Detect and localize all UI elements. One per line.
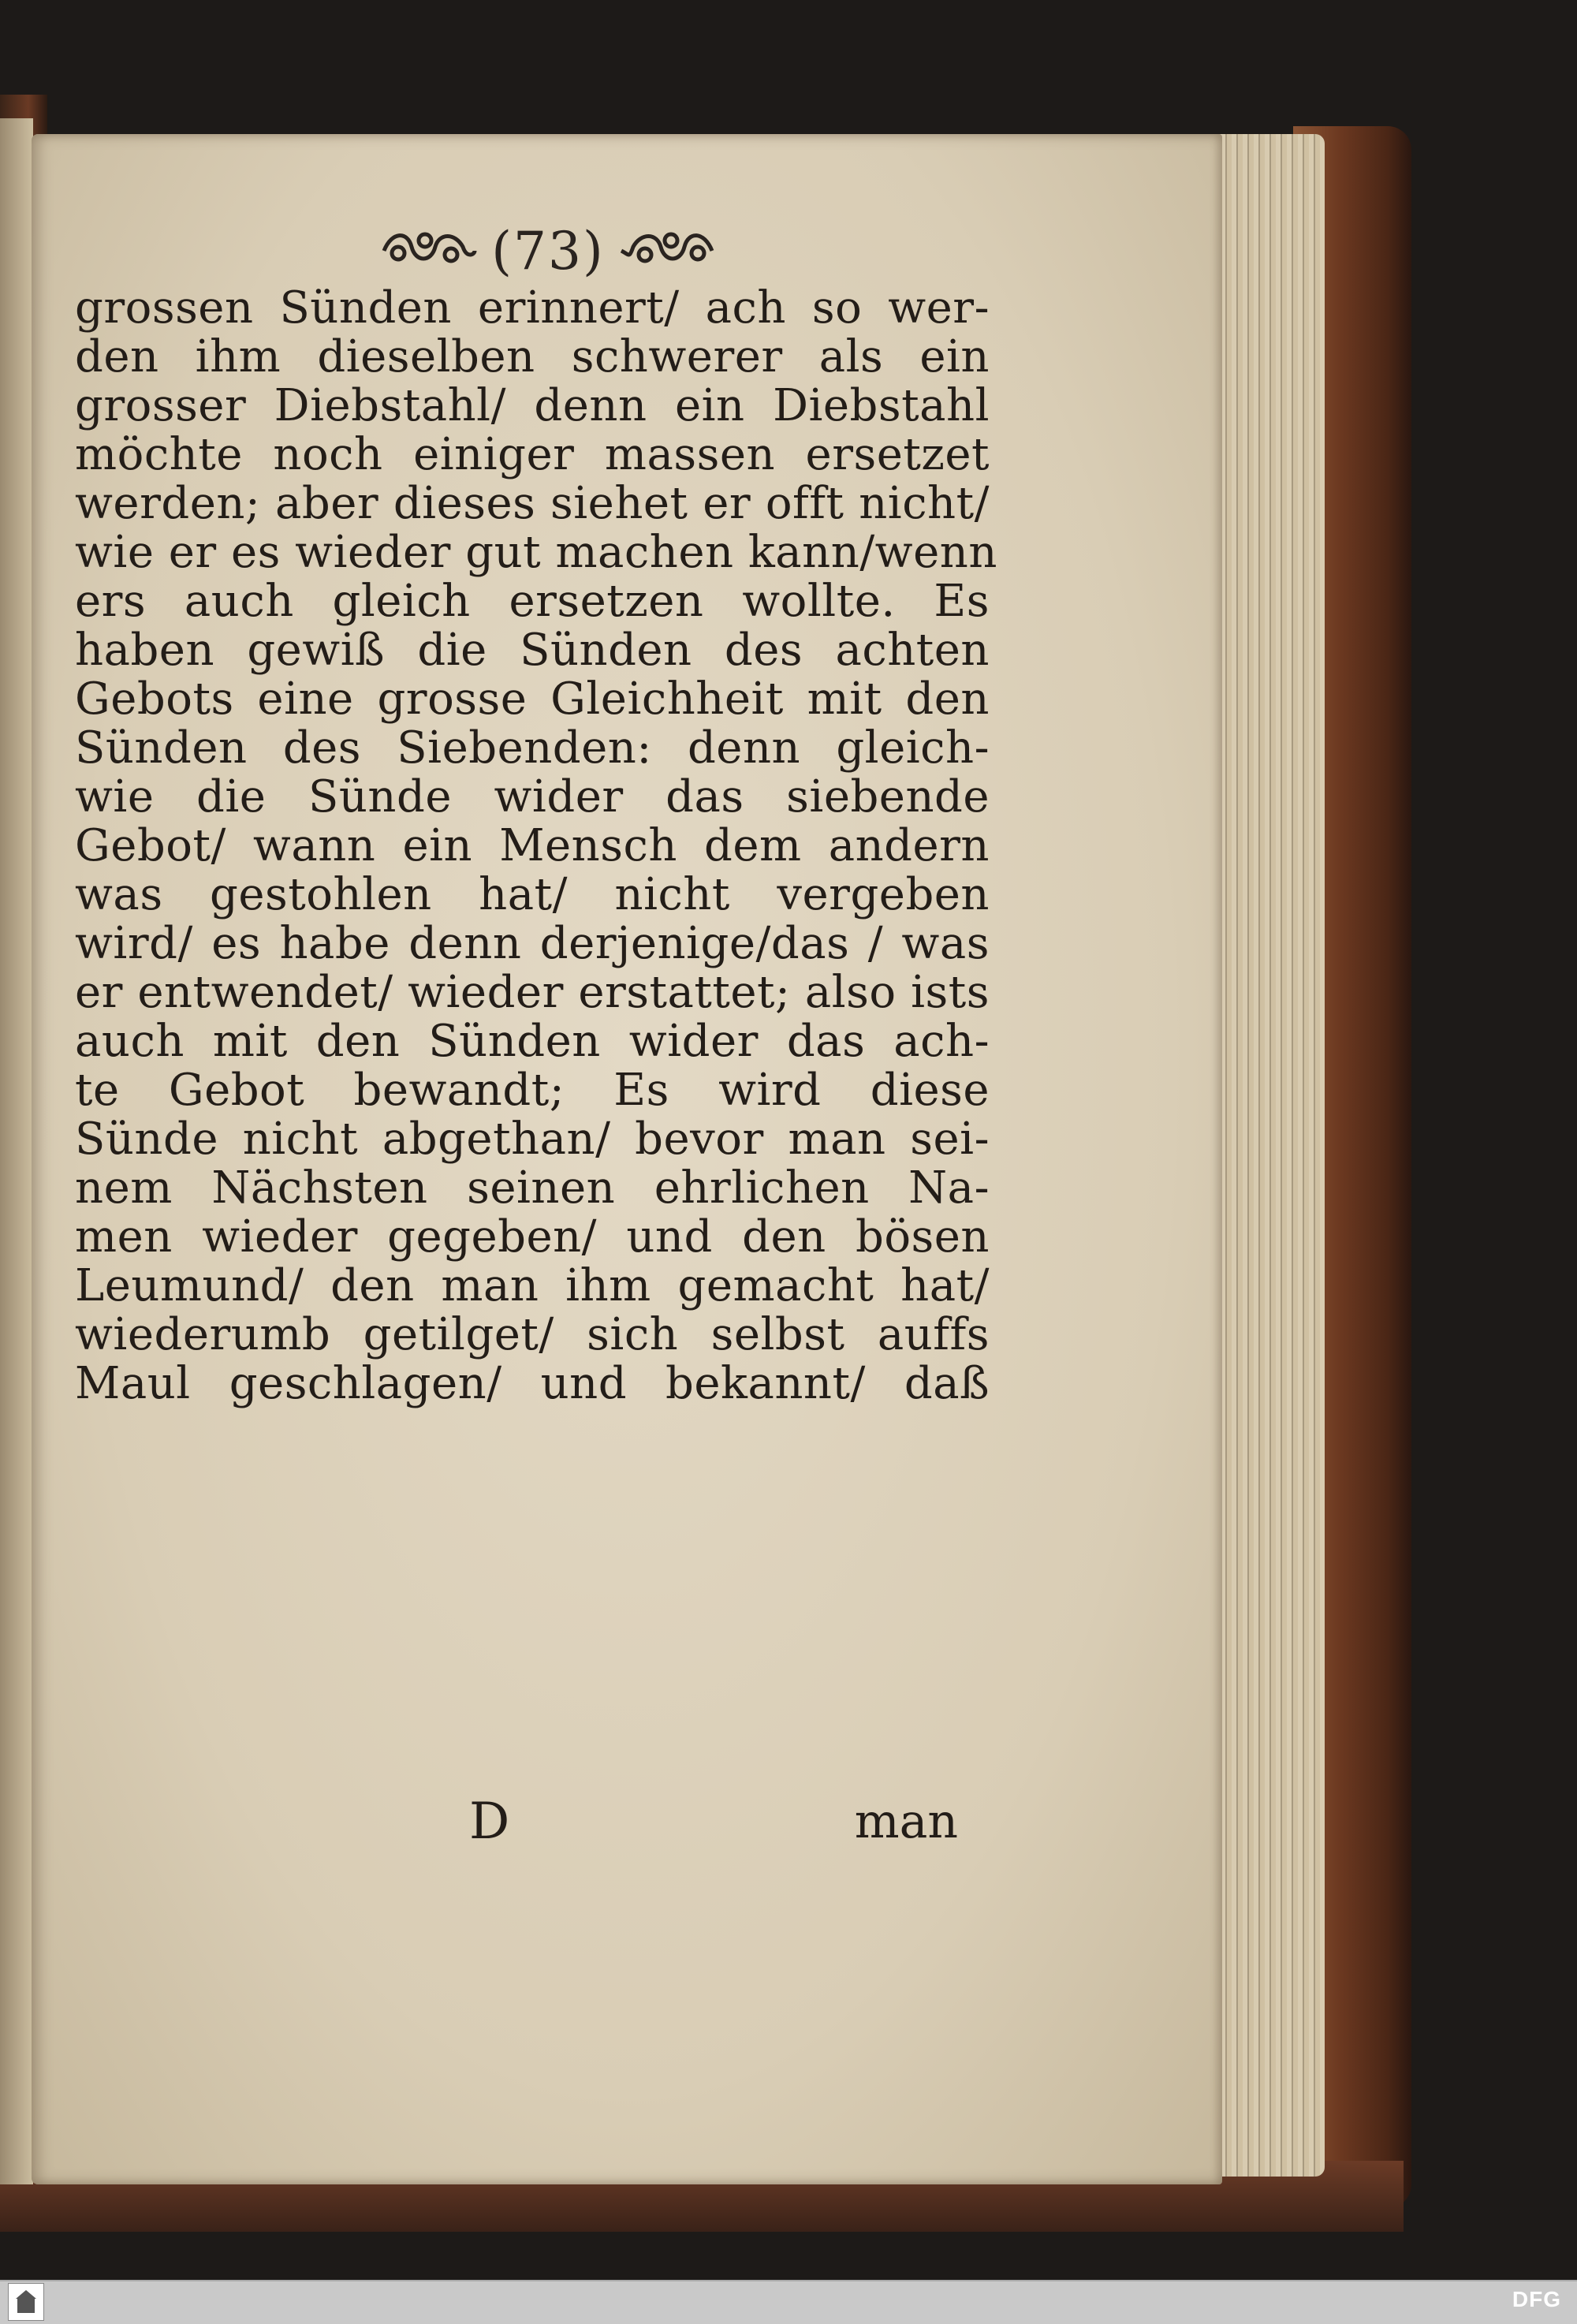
text-line: den ihm dieselben schwerer als ein xyxy=(75,331,990,382)
text-line: was gestohlen hat/ nicht vergeben xyxy=(75,869,990,920)
text-line: men wieder gegeben/ und den bösen xyxy=(75,1211,990,1263)
text-line: wie die Sünde wider das siebende xyxy=(75,771,990,823)
left-ornament-icon xyxy=(376,223,479,278)
dfg-logo: DFG xyxy=(1512,2287,1561,2311)
text-line: grossen Sünden erinnert/ ach so wer- xyxy=(75,282,990,334)
text-line: er entwendet/ wieder erstattet; also ists xyxy=(75,967,990,1018)
text-line: haben gewiß die Sünden des achten xyxy=(75,625,990,676)
text-line: wiederumb getilget/ sich selbst auffs xyxy=(75,1309,990,1360)
text-line: werden; aber dieses siehet er offt nicht/ xyxy=(75,478,990,529)
page-text-block xyxy=(75,282,997,1409)
text-line: nem Nächsten seinen ehrlichen Na- xyxy=(75,1162,990,1214)
text-line: möchte noch einiger massen ersetzet xyxy=(75,429,990,480)
text-line: Sünde nicht abgethan/ bevor man sei- xyxy=(75,1114,990,1165)
text-line: auch mit den Sünden wider das ach- xyxy=(75,1016,990,1067)
signature-mark: D xyxy=(469,1792,510,1851)
viewer-bottom-bar xyxy=(0,2280,1577,2324)
text-line: wird/ es habe denn derjenige/das / was xyxy=(75,918,990,969)
text-line: ers auch gleich ersetzen wollte. Es xyxy=(75,576,990,627)
right-ornament-icon xyxy=(617,223,720,278)
catchword: man xyxy=(854,1794,958,1849)
text-line: Maul geschlagen/ und bekannt/ daß xyxy=(75,1358,990,1409)
text-line: Sünden des Siebenden: denn gleich- xyxy=(75,722,990,774)
text-line: Leumund/ den man ihm gemacht hat/ xyxy=(75,1260,990,1311)
previous-page-gutter xyxy=(0,118,33,2184)
text-line: grosser Diebstahl/ denn ein Diebstahl xyxy=(75,380,990,431)
text-line: Gebots eine grosse Gleichheit mit den xyxy=(75,673,990,725)
library-logo-icon xyxy=(8,2283,44,2321)
text-line: te Gebot bewandt; Es wird diese xyxy=(75,1065,990,1116)
text-line: Gebot/ wann ein Mensch dem andern xyxy=(75,820,990,871)
page-header xyxy=(371,211,725,290)
page-footer xyxy=(75,1790,958,1853)
page-number: (73) xyxy=(491,220,605,282)
text-line: wie er es wieder gut machen kann/wenn xyxy=(75,527,997,578)
